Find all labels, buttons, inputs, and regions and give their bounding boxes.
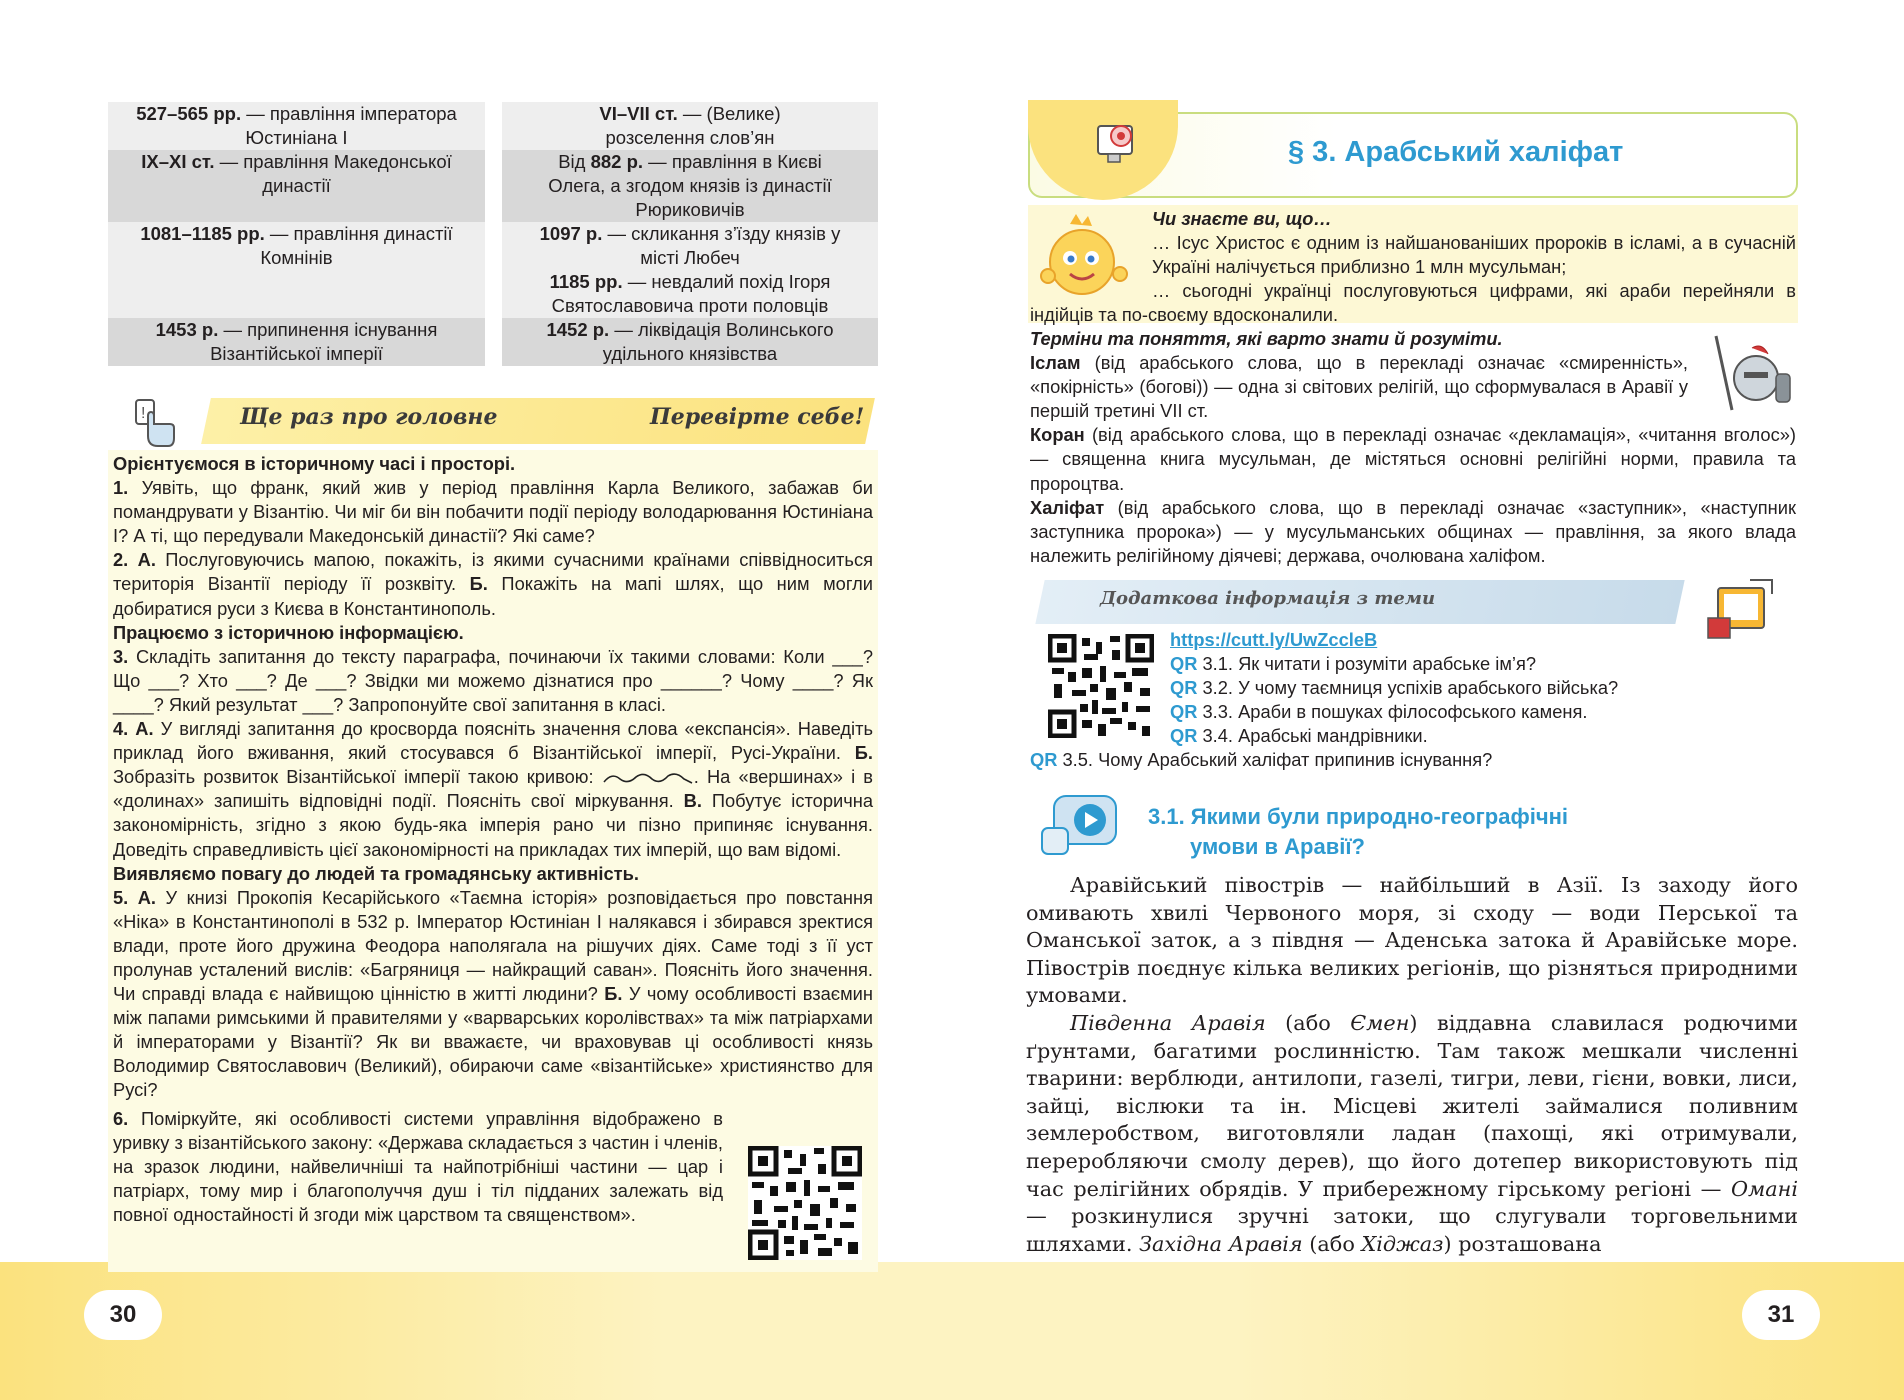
- additional-info-banner-text: Додаткова інформація з теми: [1100, 588, 1436, 609]
- section-heading: 3.1. Якими були природно-географічні умови в Аравії?: [1148, 804, 1568, 859]
- additional-info-list: [1170, 628, 1618, 748]
- term-koran: Коран (від арабського слова, що в перекладі означає «декламація», «читання вголос») — священна книга мусульман, де містяться основні релігійні норми, правила та пророцтва.: [1030, 424, 1796, 494]
- review-questions: [113, 452, 873, 1227]
- did-you-know-fact: … Ісус Христос є одним із найшанованіших пророків в ісламі, а в сучасній Україні налічується приблизно 1 млн мусульман;: [1152, 232, 1796, 278]
- review-banner-right-text: Перевірте себе!: [650, 404, 865, 430]
- term-caliphate: Халіфат (від арабського слова, що в перекладі означає «заступник», «наступник заступника пророка») — у мусульманських общинах — правління, за якого влада належить релігійному діячеві; держава, очолювана халіфом.: [1030, 496, 1796, 566]
- question-5: 5. А. У книзі Прокопія Кесарійського «Таємна історія» розповідається про повстання «Ніка» в Константинополі в 532 р. Імператор Юстиніан І налякався і збирався зректися влади, проте його дружина Феодора наполягала на рішучих діях. Саме тоді з її уст пролунав усталений вислів: «Багряниця — найкращий саван». Поясніть його значення. Чи справді влада є найвищою цінністю в житті людини? Б. У чому особливості взаємин між папами римськими й правителями у «варварських королівствах» та між патріархами й імператорами у Візантії? Як ви вважаєте, чи враховував ці особливості князь Володимир Святославович (Великий), обираючи саме «візантійське» християнство для Русі?: [113, 886, 873, 1101]
- page-number-left: 30: [84, 1290, 162, 1340]
- question-4: 4. А. У вигляді запитання до кросворда поясніть значення слова «експансія». Наведіть приклад його вживання, який стосувався б Візантійської імперії, Русі-України. Б. Зобразіть розвиток Візантійської імперії такою кривою: . На «вершинах» і в «долинах» запишіть відповідні події. Поясніть свої міркування. В. Побутує історична закономірність, згідно з якою будь-яка імперія рано чи пізно припиняє існування. Доведіть справедливість цієї закономірності на прикладах тих імперій, що вам відомі.: [113, 718, 873, 860]
- knight-mascot-icon: [1706, 334, 1796, 414]
- video-play-icon: [1040, 792, 1128, 862]
- qr-code[interactable]: [1048, 634, 1154, 738]
- qr-item[interactable]: QR 3.1. Як читати і розуміти арабське ім’я?: [1170, 653, 1537, 674]
- page-number-right: 31: [1742, 1290, 1820, 1340]
- question-1: 1. Уявіть, що франк, який жив у період правління Карла Великого, забажав би помандрувати у Візантію. Чи міг би він побачити події періоду володарювання Юстиніана І? А ті, що передували Македонській династії? Які саме?: [113, 477, 873, 547]
- chronology-cell: 1452 р. — ліквідація Волинського удільного князівства: [502, 318, 878, 366]
- wave-curve-icon: [602, 771, 694, 785]
- term-islam: Іслам (від арабського слова, що в перекладі означає «смиренність», «покірність» (богові)) — одна зі світових релігій, що сформувалася в Аравії у першій третині VII ст.: [1030, 352, 1688, 422]
- qr-code[interactable]: [748, 1146, 862, 1260]
- body-paragraph: Аравійський півострів — найбільший в Азії. Із заходу його омивають хвилі Червоного моря, зі сходу — води Перської та Оманської заток, а з півдня — Аденська затока й Аравійське море. Півострів поєднує кілька великих регіонів, що різняться природними умовами.: [1026, 873, 1798, 1008]
- question-6: 6. Поміркуйте, які особливості системи управління відображено в уривку з візантійського закону: «Держава складається з частин і членів, на зразок людини, найвеличніші та найпотрібніші частини — цар і патріарх, тому мир і благополуччя душ і тіл підданих залежать від повної одностайності й згоди між царством та священством».: [113, 1107, 723, 1225]
- review-heading: Орієнтуємося в історичному часі і просторі.: [113, 453, 516, 474]
- chronology-cell: 1453 р. — припинення існування Візантійської імперії: [108, 318, 485, 366]
- chronology-left-column: [108, 102, 485, 366]
- qr-item[interactable]: QR 3.4. Арабські мандрівники.: [1170, 725, 1428, 746]
- qr-item[interactable]: QR 3.2. У чому таємниця успіхів арабського війська?: [1170, 677, 1619, 698]
- main-body-text: [1026, 872, 1798, 1258]
- terms-heading: Терміни та поняття, які варто знати й розуміти.: [1030, 328, 1503, 349]
- target-screen-icon: [1094, 118, 1144, 170]
- qr-item[interactable]: QR 3.3. Араби в пошуках філософського каменя.: [1170, 701, 1588, 722]
- body-paragraph: Південна Аравія (або Ємен) віддавна славилася родючими ґрунтами, багатими рослинністю. Там також мешкали численні тварини: верблюди, антилопи, газелі, тигри, леви, гієни, вовки, лиси, зайці, віслюки та ін. Місцеві жителі займалися поливним землеробством, виготовляли ладан (пахощі, які отримували, переробляючи смолу дерев), що його дотепер використовують під час релігійних обрядів. У прибережному гірському регіоні — Омані — розкинулися зручні затоки, що слугували торговельними шляхами. Західна Аравія (або Хіджаз) розташована: [1026, 1010, 1798, 1256]
- hand-pointer-icon: [128, 396, 180, 452]
- chronology-cell: Від 882 р. — правління в Києві Олега, а згодом князів із династії Рюриковичів: [502, 150, 878, 222]
- resource-link[interactable]: https://cutt.ly/UwZccleB: [1170, 629, 1378, 650]
- did-you-know-fact: … сьогодні українці послуговуються цифрами, які араби перейняли в індійців та по-своєму вдосконалили.: [1030, 280, 1796, 326]
- chronology-cell: IX–XI ст. — правління Македонської династії: [108, 150, 485, 222]
- chronology-cell: 1185 рр. — невдалий похід Ігоря Святославовича проти половців: [502, 270, 878, 318]
- page-footer-band: [0, 1262, 1904, 1400]
- page-title: § 3. Арабський халіфат: [1288, 136, 1624, 168]
- chronology-cell: VI–VII ст. — (Велике) розселення слов’ян: [502, 102, 878, 150]
- chronology-cell: 1097 р. — скликання з’їзду князів у місті Любеч: [502, 222, 878, 270]
- question-3: 3. Складіть запитання до тексту параграфа, починаючи їх такими словами: Коли ___? Що ___? Хто ___? Де ___? Звідки ми можемо дізнатися про ______? Чому ____? Як ____? Який результат ___? Запропонуйте свої запитання в класі.: [113, 645, 873, 715]
- computer-icon: [1706, 578, 1780, 644]
- did-you-know-text: [1030, 207, 1796, 327]
- question-2: 2. А. Послуговуючись мапою, покажіть, із якими сучасними країнами співвідноситься територія Візантії періоду її розквіту. Б. Покажіть на мапі шлях, що ним могли добиратися руси з Києва в Константинополь.: [113, 549, 873, 619]
- chronology-right-column: [502, 102, 878, 366]
- terms-section: [1030, 327, 1796, 568]
- review-heading: Виявляємо повагу до людей та громадянську активність.: [113, 862, 639, 884]
- review-heading: Працюємо з історичною інформацією.: [113, 621, 464, 643]
- review-banner-left-text: Ще раз про головне: [240, 404, 498, 430]
- qr-item[interactable]: QR 3.5. Чому Арабський халіфат припинив існування?: [1030, 749, 1493, 770]
- svg-text:!: !: [141, 405, 146, 422]
- chronology-cell: 1081–1185 рр. — правління династії Комнінів: [108, 222, 485, 318]
- did-you-know-heading: Чи знаєте ви, що…: [1152, 208, 1332, 229]
- chronology-cell: 527–565 рр. — правління імператора Юстиніана І: [108, 102, 485, 150]
